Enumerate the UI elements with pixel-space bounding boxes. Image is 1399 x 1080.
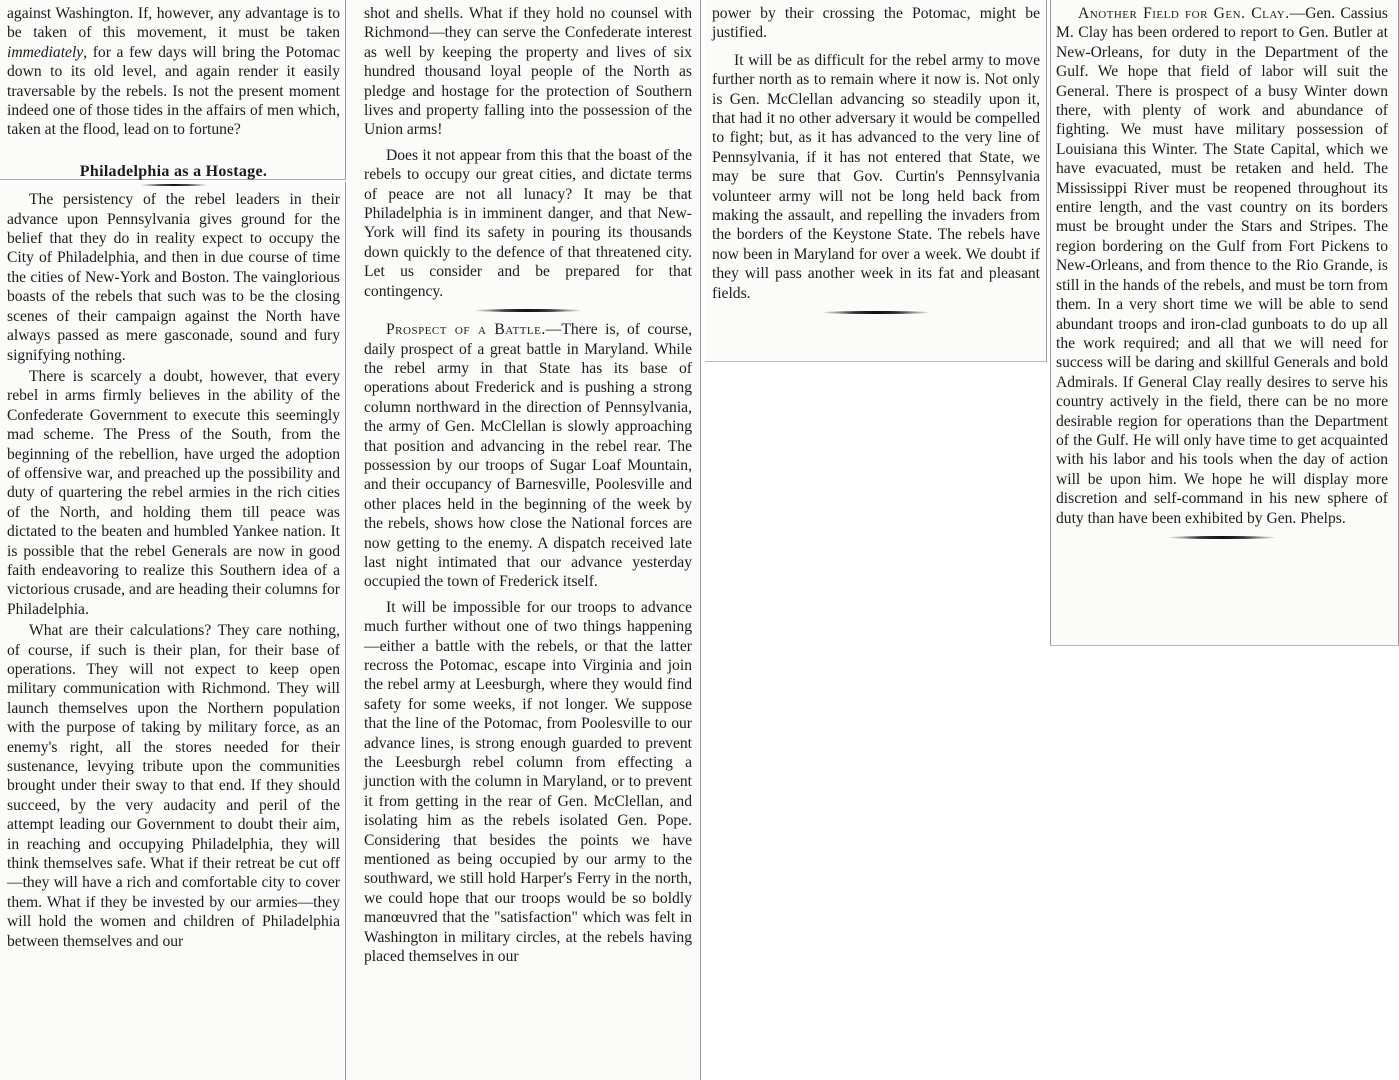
section-divider <box>473 309 583 312</box>
continued-paragraph: power by their crossing the Potomac, might be justified. <box>712 5 1040 42</box>
article-paragraph: It will be as difficult for the rebel army to move further north as to remain where it now is. Not only is Gen. McClellan advancing so steadily upon it, that had it no other adversary it would be compelled to fight; but, as it has advanced to the very line of Pennsylvania, if it has not entered that State, we may be sure that Gov. Curtin's Pennsylvania volunteer army will not be long held back from making the assault, and repelling the invaders from the borders of the Keystone State. The rebels have now been in Maryland for over a week. We doubt if they will pass another week in its fat and pleasant fields. <box>712 51 1040 302</box>
article-lead: Prospect of a Battle. <box>386 321 546 339</box>
article-paragraph: Prospect of a Battle.—There is, of course, daily prospect of a great battle in Maryland. While the rebel army in that State has its base of operations about Frederick and is pushing a strong column northward in the direction of Pennsylvania, the army of Gen. McClellan is slowly approaching that position and advancing in the rebel rear. The possession by our troops of Sugar Loaf Mountain, and their occupancy of Barnesville, Poolesville and other places held in the beginning of the week by the rebels, shows how close the National forces are now getting to the enemy. A dispatch received late last night intimated that our advance yesterday occupied the town of Frederick itself. <box>364 321 692 591</box>
article-column-3 <box>712 4 1040 322</box>
article-heading: Philadelphia as a Hostage. <box>79 162 268 180</box>
article-paragraph: Does it not appear from this that the boast of the rebels to occupy our great cities, and dictate terms of peace are not all lunacy? It may be that Philadelphia is in imminent danger, and that New-York will find its safety in pouring its thousands down quickly to the defence of that threatened city. Let us consider and be prepared for that contingency. <box>364 146 692 300</box>
heading-rule <box>139 184 209 186</box>
article-lead: Another Field for Gen. Clay. <box>1078 5 1290 22</box>
continued-paragraph: shot and shells. What if they hold no counsel with Richmond—they can serve the Confederate interest as well by keeping the property and lives of six hundred thousand loyal people of the North as pledge and hostage for the protection of Southern lives and property falling into the possession of the Union arms! <box>364 5 692 139</box>
section-divider <box>821 311 931 314</box>
section-divider <box>1167 536 1277 539</box>
article-paragraph: What are their calculations? They care nothing, of course, if such is their plan, for their base of operations. They will not expect to keep open military communication with Richmond. They will launch themselves upon the Northern population with the purpose of taking by military force, as an enemy's right, all the stores needed for their sustenance, levying tribute upon the communities brought under their sway to that end. If they should succeed, by the very audacity and peril of the attempt leading our Government to doubt their aim, in reaching and occupying Philadelphia, they will think themselves safe. What if their retreat be cut off—they will have a rich and comfortable city to cover them. What if they be invested by our armies—they will hold the women and children of Philadelphia between themselves and our <box>7 622 340 950</box>
continued-paragraph: against Washington. If, however, any advantage is to be taken of this movement, it must be taken immediately, for a few days will bring the Potomac down to its old level, and again render it easily traversable by the rebels. Is not the present moment indeed one of those tides in the affairs of men which, taken at the flood, lead on to fortune? <box>7 5 340 139</box>
article-paragraph: Another Field for Gen. Clay.—Gen. Cassius M. Clay has been ordered to report to Gen. Butler at New-Orleans, for duty in the Department of the Gulf. We hope that field of labor will suit the General. There is prospect of a busy Winter down there, with plenty of work and abundance of fighting. We must have military possession of Louisiana this Winter. The State Capital, which we have evacuated, must be retaken and held. The Mississippi River must be reopened throughout its entire length, and the vast country on its borders must be brought under the Stars and Stripes. The region bordering on the Gulf from Fort Pickens to New-Orleans, and from thence to the Rio Grande, is still in the hands of the rebels, and must be torn from them. In a very short time we will be able to send abundant troops and iron-clad gunboats to do up all the work required; and all that we will need for success will be daring and skillful Generals and bold Admirals. If General Clay really desires to serve his country actively in the field, there can be no more desirable region for operations than the Department of the Gulf. He will only have time to get acquainted with his labor and his tools when the day of action will be upon him. We hope he will display more discretion and self-command in his new sphere of duty than have been exhibited by Gen. Phelps. <box>1056 5 1388 527</box>
article-column-4 <box>1056 4 1388 547</box>
article-paragraph: The persistency of the rebel leaders in their advance upon Pennsylvania gives ground for the belief that they do in reality expect to occupy the City of Philadelphia, and then in due course of time the cities of New-York and Boston. The vainglorious boasts of the rebels that such was to be the closing scenes of their campaign against the North have always passed as mere gasconade, sound and fury signifying nothing. <box>7 191 340 364</box>
emphasis-text: immediately <box>7 43 84 61</box>
article-paragraph: There is scarcely a doubt, however, that every rebel in arms firmly believes in the ability of the Confederate Government to execute this seemingly mad scheme. The Press of the South, from the beginning of the rebellion, have urged the adoption of offensive war, and preached up the possibility and duty of quartering the rebel armies in the rich cities of the North, and holding them till peace was dictated to the beaten and humbled Yankee nation. It is possible that the rebel Generals are now in good faith endeavoring to realize this Southern idea of a victorious crusade, and are heading their columns for Philadelphia. <box>7 367 340 618</box>
article-column-2 <box>364 4 692 967</box>
article-paragraph: It will be impossible for our troops to advance much further without one of two things happening—either a battle with the rebels, or that the latter recross the Potomac, escape into Virginia and join the rebel army at Leesburgh, where they would find safety for some weeks, if not longer. We suppose that the line of the Potomac, from Poolesville to our advance lines, is strong enough guarded to prevent the Leesburgh rebel column from effecting a junction with the column in Maryland, or to prevent it from getting in the rear of Gen. McClellan, and isolating him as the rebels isolated Gen. Pope. Considering that besides the points we have mentioned as being occupied by our army to the southward, we still hold Harper's Ferry in the north, we could hope that our troops would be so boldly manœuvred that the "satisfaction" which was felt in Washington in military circles, at the rebels having placed themselves in our <box>364 598 692 966</box>
article-column-1 <box>7 4 340 951</box>
